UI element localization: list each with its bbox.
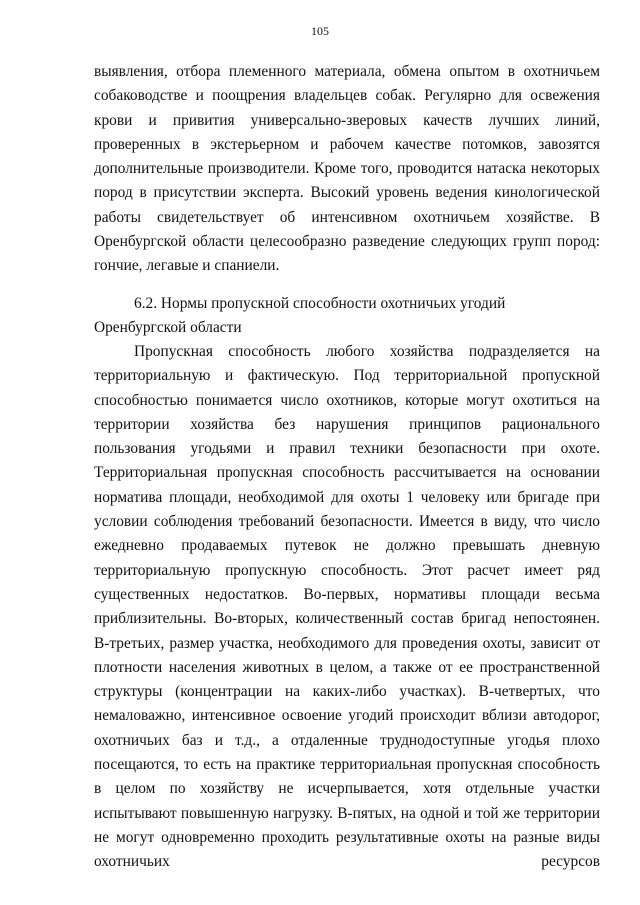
page-number: 105	[311, 24, 329, 38]
section-heading: 6.2. Нормы пропускной способности охотничьих угодий Оренбургской области	[94, 295, 506, 337]
section-heading-block	[94, 292, 600, 341]
paragraph-capacity: Пропускная способность любого хозяйства подразделяется на территориальную и фактическую. Под территориальной пропускной способностью понимается число охотников, которые могут охотиться на территории хозяйства без нарушения принципов рационального пользования угодьями и правил техники безопасности при охоте. Территориальная пропускная способность рассчитывается на основании норматива площади, необходимой для охоты 1 человеку или бригаде при условии соблюдения требований безопасности. Имеется в виду, что число ежедневно продаваемых путевок не должно превышать дневную территориальную пропускную способность. Этот расчет имеет ряд существенных недостатков. Во-первых, нормативы площади весьма приблизительны. Во-вторых, количественный состав бригад непостоянен. В-третьих, размер участка, необходимого для проведения охоты, зависит от плотности населения животных в целом, а также от ее пространственной структуры (концентрации на каких-либо участках). В-четвертых, что немаловажно, интенсивное освоение угодий происходит вблизи автодорог, охотничьих баз и т.д., а отдаленные труднодоступные угодья плохо посещаются, то есть на практике территориальная пропускная способность в целом по хозяйству не исчерпывается, хотя отдельные участки испытывают повышенную нагрузку. В-пятых, на одной и той же территории не могут одновременно проходить результативные охоты на разные виды охотничьих ресурсов	[94, 343, 600, 871]
body-text-main	[94, 340, 600, 875]
body-text-top	[94, 60, 600, 279]
paragraph-dog-breeding: выявления, отбора племенного материала, обмена опытом в охотничьем собаководстве и поощрения владельцев собак. Регулярно для освежения крови и привития универсально-зверовых качеств лучших линий, проверенных в экстерьерном и рабочем качестве потомков, завозятся дополнительные производители. Кроме того, проводится натаска некоторых пород в присутствии эксперта. Высокий уровень ведения кинологической работы свидетельствует об интенсивном охотничьем хозяйстве. В Оренбургской области целесообразно разведение следующих групп пород: гончие, легавые и спаниели.	[94, 63, 600, 275]
